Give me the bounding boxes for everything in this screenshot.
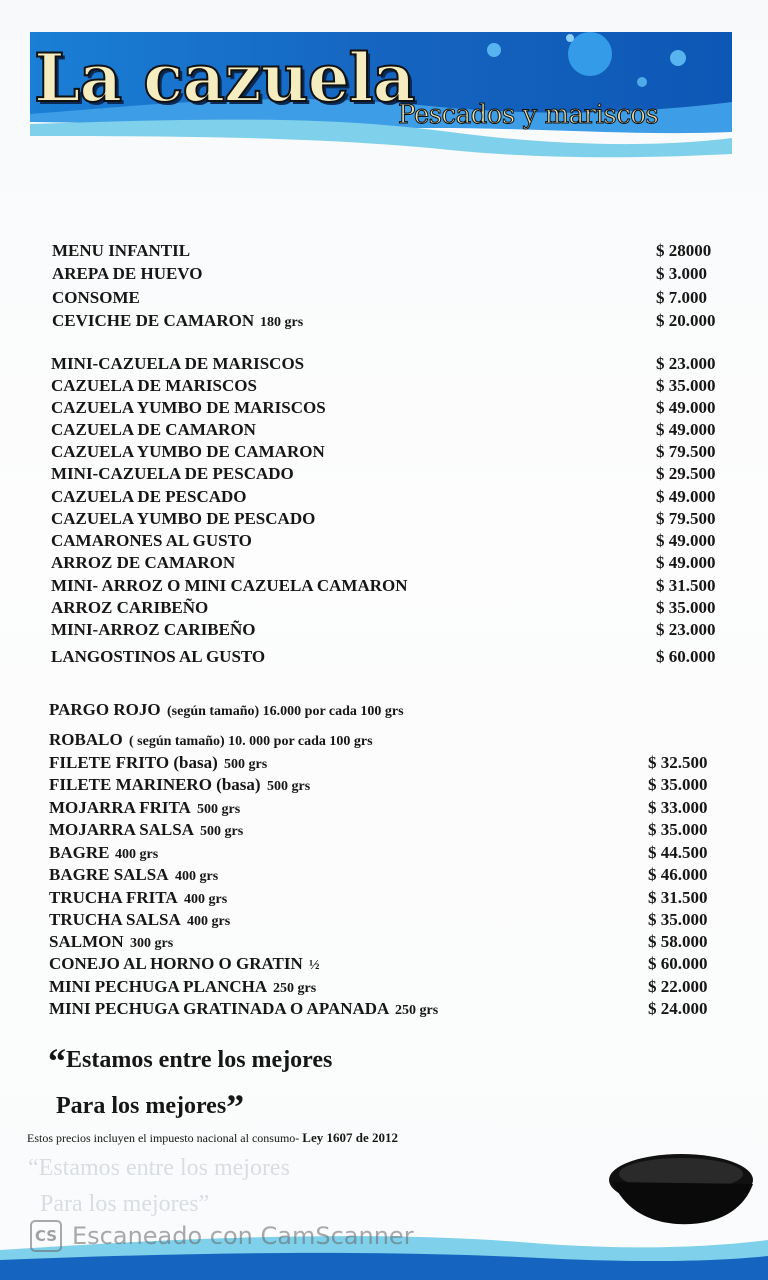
menu-item-name: CONSOME: [52, 288, 140, 307]
menu-item: [0, 998, 768, 1020]
menu-item: [0, 976, 768, 998]
menu-item-note-wrap: [267, 774, 310, 798]
menu-item-name: CAZUELA DE MARISCOS: [51, 376, 257, 395]
menu-item-note: 500 grs: [200, 824, 244, 839]
menu-item-note: 180 grs: [260, 315, 304, 330]
menu-item: [0, 774, 768, 796]
menu-item-name: TRUCHA FRITA: [49, 888, 178, 907]
menu-item-name: MINI-CAZUELA DE MARISCOS: [51, 354, 305, 373]
menu-item-name: PARGO ROJO: [49, 700, 161, 719]
menu-item-price: $ 31.500: [648, 888, 708, 907]
menu-item-price: $ 49.000: [656, 398, 716, 417]
menu-item: [0, 842, 768, 864]
menu-item-price: $ 79.500: [656, 509, 716, 528]
menu-item-note: 400 grs: [115, 847, 159, 862]
menu-item-price: $ 20.000: [656, 311, 716, 330]
menu-item: [0, 752, 768, 774]
menu-item-note-wrap: [184, 887, 227, 911]
clay-pot-image: [605, 1150, 757, 1230]
restaurant-tagline: Pescados y mariscos: [398, 100, 659, 130]
menu-item-price: $ 35.000: [648, 775, 708, 794]
menu-item: [0, 263, 768, 285]
menu-item-note: 250 grs: [395, 1003, 439, 1018]
menu-item-price: $ 7.000: [656, 288, 707, 307]
menu-item-name: FILETE FRITO (basa): [49, 753, 218, 772]
menu-item-note: 500 grs: [224, 757, 268, 772]
menu-item-name: MINI-CAZUELA DE PESCADO: [51, 464, 294, 483]
menu-item: [0, 310, 768, 332]
menu-item: [0, 552, 768, 574]
slogan-line-1: “Estamos entre los mejores: [48, 1041, 333, 1081]
menu-item-note: 300 grs: [130, 936, 174, 951]
menu-item-note-wrap: [129, 729, 373, 753]
menu-item-price: $ 46.000: [648, 865, 708, 884]
menu-item-note-wrap: [273, 976, 316, 1000]
menu-item-price: $ 49.000: [656, 531, 716, 550]
faded-slogan: “Estamos entre los mejores Para los mejores”: [28, 1155, 290, 1217]
menu-item-note: 400 grs: [187, 914, 231, 929]
camscanner-logo-icon: CS: [30, 1220, 62, 1252]
menu-item: [0, 887, 768, 909]
menu-item-price: $ 23.000: [656, 354, 716, 373]
menu-item: [0, 353, 768, 375]
scanner-watermark: [30, 1218, 414, 1254]
menu-item-price: $ 24.000: [648, 999, 708, 1018]
menu-item: [0, 909, 768, 931]
menu-item: [0, 699, 768, 721]
menu-item: [0, 819, 768, 841]
menu-item-note-wrap: [175, 864, 218, 888]
menu-item-price: $ 22.000: [648, 977, 708, 996]
menu-item: [0, 397, 768, 419]
menu-item-note: 500 grs: [267, 779, 311, 794]
menu-item-price: $ 28000: [656, 241, 712, 260]
menu-item-price: $ 35.000: [648, 820, 708, 839]
menu-item: [0, 508, 768, 530]
menu-item: [0, 864, 768, 886]
watermark-text: Escaneado con CamScanner: [72, 1222, 414, 1250]
menu-item-price: $ 49.000: [656, 420, 716, 439]
menu-item-name: CAZUELA DE PESCADO: [51, 487, 247, 506]
menu-item-name: SALMON: [49, 932, 124, 951]
menu-item-name: CAZUELA YUMBO DE MARISCOS: [51, 398, 326, 417]
menu-item-name: FILETE MARINERO (basa): [49, 775, 261, 794]
menu-item-name: ARROZ CARIBEÑO: [51, 598, 209, 617]
menu-item: [0, 486, 768, 508]
menu-item-price: $ 23.000: [656, 620, 716, 639]
menu-item-note: ( según tamaño) 10. 000 por cada 100 grs: [129, 734, 373, 749]
slogan-line-2: Para los mejores”: [56, 1087, 245, 1127]
menu-item: [0, 729, 768, 751]
menu-item-name: CAMARONES AL GUSTO: [51, 531, 252, 550]
menu-item: [0, 575, 768, 597]
menu-item-name: MINI-ARROZ CARIBEÑO: [51, 620, 256, 639]
menu-item-note: 500 grs: [197, 802, 241, 817]
menu-item-note-wrap: [115, 842, 158, 866]
menu-item-name: MINI PECHUGA GRATINADA O APANADA: [49, 999, 390, 1018]
menu-item-price: $ 44.500: [648, 843, 708, 862]
menu-item-name: CAZUELA YUMBO DE CAMARON: [51, 442, 325, 461]
menu-item: [0, 597, 768, 619]
menu-item-price: $ 31.500: [656, 576, 716, 595]
menu-item: [0, 797, 768, 819]
menu-item-name: MOJARRA SALSA: [49, 820, 194, 839]
menu-item-note: (según tamaño) 16.000 por cada 100 grs: [167, 704, 404, 719]
menu-item: [0, 646, 768, 668]
menu-item-note-wrap: [197, 797, 240, 821]
menu-item-price: $ 35.000: [656, 376, 716, 395]
menu-item-price: $ 60.000: [648, 954, 708, 973]
menu-item-note-wrap: [260, 310, 303, 334]
menu-item-name: MINI PECHUGA PLANCHA: [49, 977, 268, 996]
menu-item: [0, 375, 768, 397]
menu-item: [0, 419, 768, 441]
menu-item-price: $ 3.000: [656, 264, 707, 283]
menu-item-price: $ 60.000: [656, 647, 716, 666]
menu-item-name: TRUCHA SALSA: [49, 910, 181, 929]
menu-item-note: 400 grs: [175, 869, 219, 884]
menu-item: [0, 953, 768, 975]
menu-item-note: 400 grs: [184, 892, 228, 907]
menu-item-price: $ 32.500: [648, 753, 708, 772]
menu-item-note-wrap: [167, 699, 404, 723]
menu-item-note-wrap: [200, 819, 243, 843]
tax-notice: Estos precios incluyen el impuesto nacional al consumo- Ley 1607 de 2012: [27, 1130, 398, 1145]
menu-item: [0, 931, 768, 953]
menu-item-name: MINI- ARROZ O MINI CAZUELA CAMARON: [51, 576, 408, 595]
menu-item-name: BAGRE: [49, 843, 110, 862]
menu-item-note-wrap: [309, 953, 320, 977]
menu-item-price: $ 79.500: [656, 442, 716, 461]
menu-item-price: $ 49.000: [656, 487, 716, 506]
menu-item-note: 250 grs: [273, 981, 317, 996]
menu-item-name: CEVICHE DE CAMARON: [52, 311, 255, 330]
menu-item-name: ARROZ DE CAMARON: [51, 553, 236, 572]
menu-item-name: AREPA DE HUEVO: [52, 264, 203, 283]
menu-item: [0, 463, 768, 485]
menu-item-price: $ 49.000: [656, 553, 716, 572]
menu-item-name: MENU INFANTIL: [52, 241, 191, 260]
menu-item: [0, 240, 768, 262]
menu-item-name: MOJARRA FRITA: [49, 798, 191, 817]
menu-item-price: $ 29.500: [656, 464, 716, 483]
menu-item-name: CAZUELA YUMBO DE PESCADO: [51, 509, 316, 528]
menu-item-note: ½: [309, 958, 320, 973]
menu-item-price: $ 35.000: [648, 910, 708, 929]
menu-item-note-wrap: [224, 752, 267, 776]
menu-item-name: ROBALO: [49, 730, 123, 749]
menu-item: [0, 287, 768, 309]
menu-item-name: BAGRE SALSA: [49, 865, 169, 884]
menu-item-note-wrap: [187, 909, 230, 933]
header-banner: [30, 32, 732, 162]
menu-item-note-wrap: [395, 998, 438, 1022]
menu-item-name: CAZUELA DE CAMARON: [51, 420, 256, 439]
menu-item: [0, 441, 768, 463]
menu-item-price: $ 58.000: [648, 932, 708, 951]
menu-item-note-wrap: [130, 931, 173, 955]
menu-item-name: LANGOSTINOS AL GUSTO: [51, 647, 266, 666]
menu-item: [0, 530, 768, 552]
menu-item-name: CONEJO AL HORNO O GRATIN: [49, 954, 303, 973]
menu-item: [0, 619, 768, 641]
restaurant-name: La cazuela: [34, 39, 415, 117]
menu-item-price: $ 35.000: [656, 598, 716, 617]
menu-item-price: $ 33.000: [648, 798, 708, 817]
